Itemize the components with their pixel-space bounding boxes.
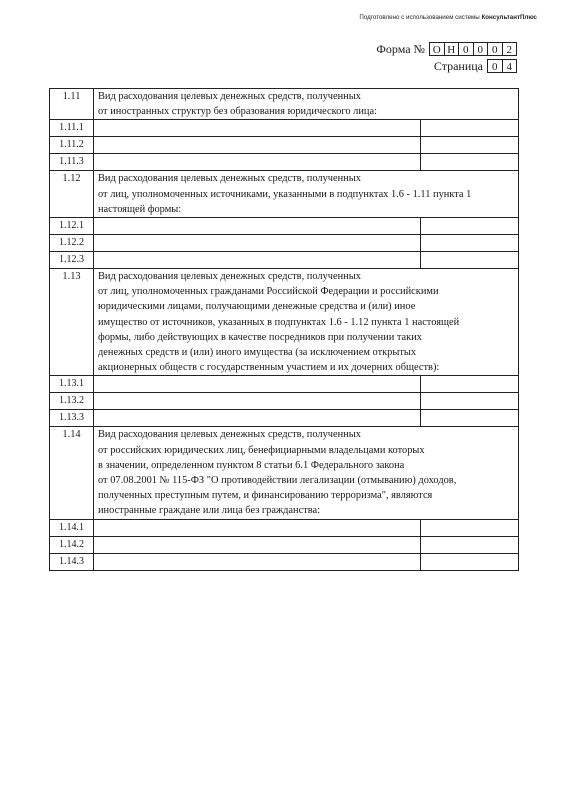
form-code-cells [430,42,517,56]
row-number: 1.11.3 [50,154,94,171]
row-number: 1.13.1 [50,376,94,393]
table-row [50,154,519,171]
section-description: Вид расходования целевых денежных средств, полученных от российских юридических лиц, бенефициарными владельцами которых в значении, определенном пунктом 8 статьи 6.1 Федерального закона от 07.08.2001 № 115-ФЗ "О противодействии легализации (отмыванию) доходов, полученных преступным путем, и финансированию терроризма", являются иностранные граждане или лица без гражданства: [94,427,519,519]
section-description: Вид расходования целевых денежных средств, полученных от лиц, уполномоченных гражданами Российской Федерации и российскими юридическими лицами, получающими денежные средства и (или) иное имущество от источников, указанных в подпунктах 1.6 - 1.12 пункта 1 настоящей формы, либо действующих в качестве посредников при получении таких денежных средств и (или) иного имущества (за исключением открытых акционерных обществ с государственным участием и их дочерних обществ): [94,269,519,376]
row-value-cell[interactable] [421,519,519,536]
row-number: 1.12.2 [50,235,94,252]
row-number: 1.11.1 [50,120,94,137]
row-value-cell[interactable] [421,553,519,570]
page-label: Страница [433,58,483,73]
form-code-cell: 0 [473,42,489,56]
section-number: 1.14 [50,427,94,519]
row-description-cell[interactable] [94,235,421,252]
row-description-cell[interactable] [94,519,421,536]
section-header-row [50,427,519,519]
table-row [50,553,519,570]
row-description-cell[interactable] [94,536,421,553]
row-number: 1.13.3 [50,410,94,427]
row-value-cell[interactable] [421,218,519,235]
page-number-line [376,58,517,74]
section-number: 1.13 [50,269,94,376]
section-number: 1.12 [50,171,94,218]
table-row [50,218,519,235]
form-number-line [376,41,517,57]
section-description: Вид расходования целевых денежных средств, полученных от лиц, уполномоченных источниками, указанными в подпунктах 1.6 - 1.11 пункта 1 настоящей формы: [94,171,519,218]
row-value-cell[interactable] [421,252,519,269]
table-row [50,137,519,154]
row-value-cell[interactable] [421,154,519,171]
table-row [50,120,519,137]
note-prefix: Подготовлено с использованием системы [359,14,482,21]
row-description-cell[interactable] [94,120,421,137]
form-code-cell: 0 [458,42,474,56]
form-code-cell: 0 [487,42,503,56]
page-number-cells [488,59,517,73]
row-value-cell[interactable] [421,235,519,252]
row-number: 1.12.3 [50,252,94,269]
form-code-cell: 2 [502,42,518,56]
table-row [50,376,519,393]
row-description-cell[interactable] [94,410,421,427]
row-value-cell[interactable] [421,120,519,137]
form-number-block [376,41,517,74]
table-row [50,410,519,427]
table-row [50,393,519,410]
form-code-cell: О [429,42,445,56]
table-row [50,536,519,553]
row-description-cell[interactable] [94,553,421,570]
note-brand: КонсультантПлюс [481,14,537,21]
section-number: 1.11 [50,89,94,120]
form-label: Форма № [376,41,425,56]
row-number: 1.13.2 [50,393,94,410]
section-description: Вид расходования целевых денежных средств, полученных от иностранных структур без образования юридического лица: [94,89,519,120]
row-number: 1.14.1 [50,519,94,536]
row-description-cell[interactable] [94,137,421,154]
row-value-cell[interactable] [421,410,519,427]
expenditure-table [49,88,519,571]
section-header-row [50,89,519,120]
row-value-cell[interactable] [421,536,519,553]
row-description-cell[interactable] [94,218,421,235]
table-row [50,235,519,252]
row-number: 1.12.1 [50,218,94,235]
consultant-plus-note [359,14,537,21]
table-row [50,519,519,536]
row-number: 1.11.2 [50,137,94,154]
page-number-cell: 0 [487,59,503,73]
page-number-cell: 4 [502,59,518,73]
row-description-cell[interactable] [94,154,421,171]
form-code-cell: Н [444,42,460,56]
table-row [50,252,519,269]
section-header-row [50,171,519,218]
row-description-cell[interactable] [94,376,421,393]
row-description-cell[interactable] [94,252,421,269]
row-value-cell[interactable] [421,376,519,393]
row-number: 1.14.3 [50,553,94,570]
row-value-cell[interactable] [421,137,519,154]
row-description-cell[interactable] [94,393,421,410]
section-header-row [50,269,519,376]
row-value-cell[interactable] [421,393,519,410]
row-number: 1.14.2 [50,536,94,553]
